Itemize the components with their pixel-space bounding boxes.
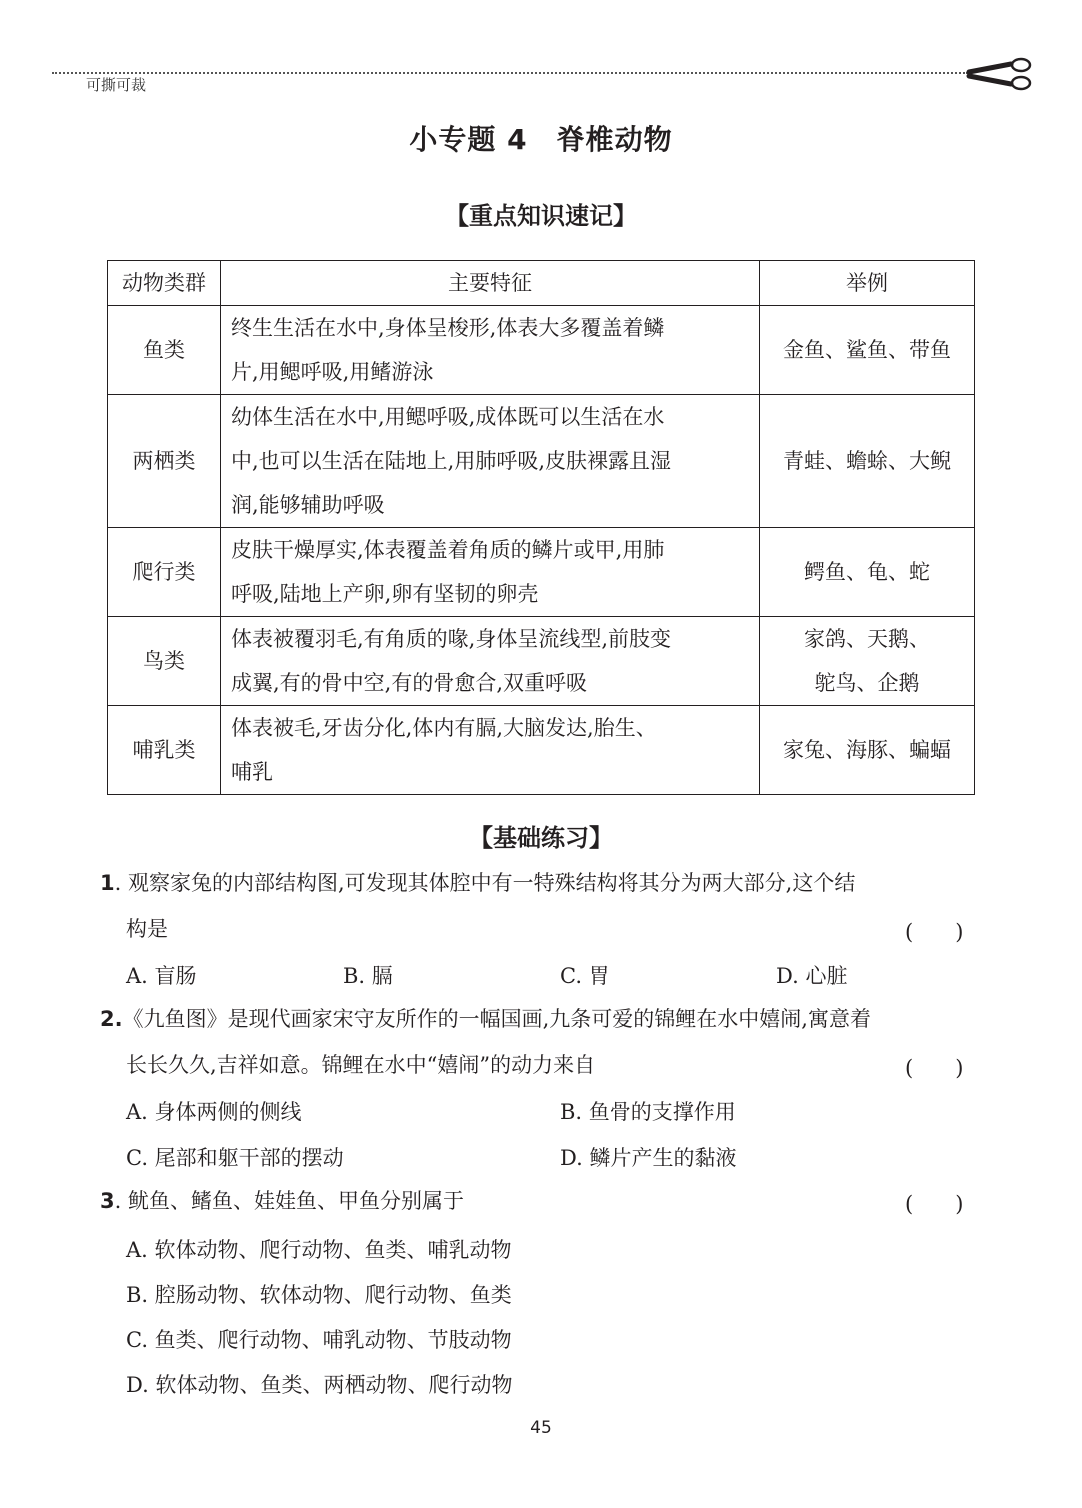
examples-line: 鸵鸟、企鹅 [814, 671, 920, 695]
option-b: B. 腔肠动物、软体动物、爬行动物、鱼类 [126, 1283, 512, 1307]
question-number: 1 [100, 871, 115, 895]
table-row [108, 528, 975, 617]
table-row [108, 706, 975, 795]
group-cell: 两栖类 [108, 395, 221, 528]
features-line: 皮肤干燥厚实,体表覆盖着角质的鳞片或甲,用肺 [231, 538, 665, 562]
option-b: B. 鱼骨的支撑作用 [560, 1100, 736, 1124]
group-cell: 鱼类 [108, 306, 221, 395]
question-line: 构是 [126, 917, 168, 941]
features-line: 成翼,有的骨中空,有的骨愈合,双重呼吸 [231, 671, 588, 695]
table-header-row [108, 261, 975, 306]
option-c: C. 鱼类、爬行动物、哺乳动物、节肢动物 [126, 1328, 512, 1352]
features-line: 幼体生活在水中,用鳃呼吸,成体既可以生活在水 [231, 405, 665, 429]
table-row [108, 306, 975, 395]
option-b: B. 膈 [343, 964, 393, 988]
table-header: 举例 [760, 261, 975, 306]
question-text: . 观察家兔的内部结构图,可发现其体腔中有一特殊结构将其分为两大部分,这个结 [114, 871, 856, 895]
features-line: 中,也可以生活在陆地上,用肺呼吸,皮肤裸露且湿 [231, 449, 672, 473]
features-line: 体表被覆羽毛,有角质的喙,身体呈流线型,前肢变 [231, 627, 672, 651]
features-line: 终生生活在水中,身体呈梭形,体表大多覆盖着鳞 [231, 316, 665, 340]
features-line: 片,用鳃呼吸,用鳍游泳 [231, 360, 434, 384]
features-cell [221, 306, 760, 395]
scissors-icon [965, 56, 1037, 92]
examples-line: 鳄鱼、龟、蛇 [804, 560, 930, 584]
page-number: 45 [530, 1418, 552, 1438]
answer-parentheses: ( ) [905, 1192, 964, 1216]
features-line: 哺乳 [231, 760, 273, 784]
question-number: 3 [100, 1189, 115, 1213]
option-d: D. 软体动物、鱼类、两栖动物、爬行动物 [126, 1373, 513, 1397]
examples-cell [760, 306, 975, 395]
table-header: 动物类群 [108, 261, 221, 306]
table-header: 主要特征 [221, 261, 760, 306]
option-a: A. 盲肠 [126, 964, 197, 988]
group-cell: 哺乳类 [108, 706, 221, 795]
features-cell [221, 706, 760, 795]
answer-parentheses: ( ) [905, 920, 964, 944]
table-row [108, 617, 975, 706]
option-d: D. 鳞片产生的黏液 [560, 1146, 737, 1170]
question-line: 2.《九鱼图》是现代画家宋守友所作的一幅国画,九条可爱的锦鲤在水中嬉闹,寓意着 [100, 1007, 871, 1031]
group-cell: 鸟类 [108, 617, 221, 706]
question-2 [100, 996, 982, 1088]
table-row [108, 395, 975, 528]
examples-line: 金鱼、鲨鱼、带鱼 [783, 338, 951, 362]
features-line: 呼吸,陆地上产卵,卵有坚韧的卵壳 [231, 582, 539, 606]
option-a: A. 软体动物、爬行动物、鱼类、哺乳动物 [126, 1238, 512, 1262]
features-cell [221, 528, 760, 617]
features-line: 体表被毛,牙齿分化,体内有膈,大脑发达,胎生、 [231, 716, 657, 740]
features-cell [221, 617, 760, 706]
option-d: D. 心脏 [776, 964, 848, 988]
examples-line: 家鸽、天鹅、 [804, 627, 930, 651]
question-1 [100, 860, 982, 952]
question-line: 长长久久,吉祥如意。锦鲤在水中“嬉闹”的动力来自 [126, 1053, 596, 1077]
question-3 [100, 1178, 982, 1224]
examples-line: 青蛙、蟾蜍、大鲵 [783, 449, 951, 473]
question-number: 2 [100, 1007, 115, 1031]
question-text: . 鱿鱼、鳍鱼、娃娃鱼、甲鱼分别属于 [114, 1189, 464, 1213]
group-cell: 爬行类 [108, 528, 221, 617]
option-a: A. 身体两侧的侧线 [126, 1100, 302, 1124]
question-line [100, 860, 982, 906]
cut-line [52, 72, 968, 74]
features-line: 润,能够辅助呼吸 [231, 493, 385, 517]
examples-line: 家兔、海豚、蝙蝠 [783, 738, 951, 762]
answer-parentheses: ( ) [905, 1056, 964, 1080]
section-heading-knowledge: 【重点知识速记】 [445, 202, 637, 230]
features-cell [221, 395, 760, 528]
option-c: C. 尾部和躯干部的摆动 [126, 1146, 344, 1170]
examples-cell [760, 528, 975, 617]
examples-cell [760, 395, 975, 528]
examples-cell [760, 617, 975, 706]
question-line [100, 1178, 982, 1224]
knowledge-table [107, 260, 975, 795]
question-text: 《九鱼图》是现代画家宋守友所作的一幅国画,九条可爱的锦鲤在水中嬉闹,寓意着 [122, 1007, 871, 1031]
cut-label: 可撕可裁 [86, 76, 147, 94]
examples-cell [760, 706, 975, 795]
page-title: 小专题 4 脊椎动物 [409, 123, 673, 156]
section-heading-practice: 【基础练习】 [469, 824, 613, 852]
option-c: C. 胃 [560, 964, 610, 988]
